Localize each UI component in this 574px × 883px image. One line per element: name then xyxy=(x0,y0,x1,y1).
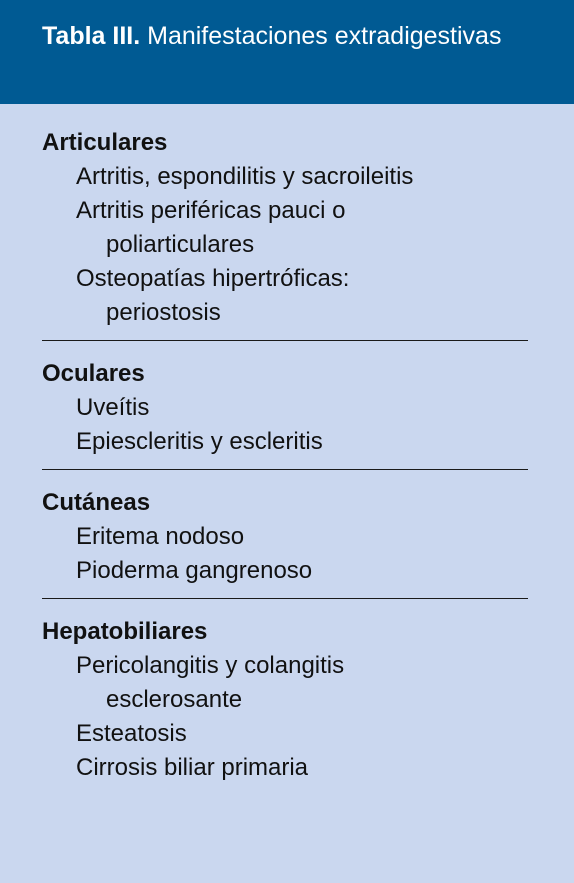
item-text: Eritema nodoso xyxy=(76,523,245,550)
section-oculares xyxy=(42,357,528,470)
section-heading: Hepatobiliares xyxy=(42,618,208,645)
item-text: Esteatosis xyxy=(76,720,187,747)
list-item xyxy=(42,649,528,717)
table-label: Tabla III. xyxy=(42,22,141,50)
item-text: Uveítis xyxy=(76,394,150,421)
list-item xyxy=(42,160,528,194)
item-text-continuation: esclerosante xyxy=(106,686,243,713)
item-text-continuation: periostosis xyxy=(106,299,221,326)
section-heading: Oculares xyxy=(42,360,145,387)
section-heading: Cutáneas xyxy=(42,489,151,516)
item-text: Epiescleritis y escleritis xyxy=(76,428,323,455)
table-body xyxy=(0,104,574,795)
section-cutáneas xyxy=(42,486,528,599)
list-item xyxy=(42,425,528,459)
list-item xyxy=(42,520,528,554)
list-item xyxy=(42,554,528,588)
table-header xyxy=(0,0,574,104)
item-text: Artritis, espondilitis y sacroileitis xyxy=(76,163,414,190)
list-item xyxy=(42,194,528,262)
item-text-continuation: poliarticulares xyxy=(106,231,255,258)
list-item xyxy=(42,717,528,751)
section-hepatobiliares xyxy=(42,615,528,795)
list-item xyxy=(42,262,528,330)
list-item xyxy=(42,391,528,425)
section-articulares xyxy=(42,126,528,341)
table-title: Manifestaciones extradigestivas xyxy=(140,22,502,50)
item-text: Pioderma gangrenoso xyxy=(76,557,313,584)
item-text: Artritis periféricas pauci o xyxy=(76,197,346,224)
list-item xyxy=(42,751,528,785)
item-text: Pericolangitis y colangitis xyxy=(76,652,345,679)
section-heading: Articulares xyxy=(42,129,168,156)
item-text: Cirrosis biliar primaria xyxy=(76,754,309,781)
item-text: Osteopatías hipertróficas: xyxy=(76,265,350,292)
